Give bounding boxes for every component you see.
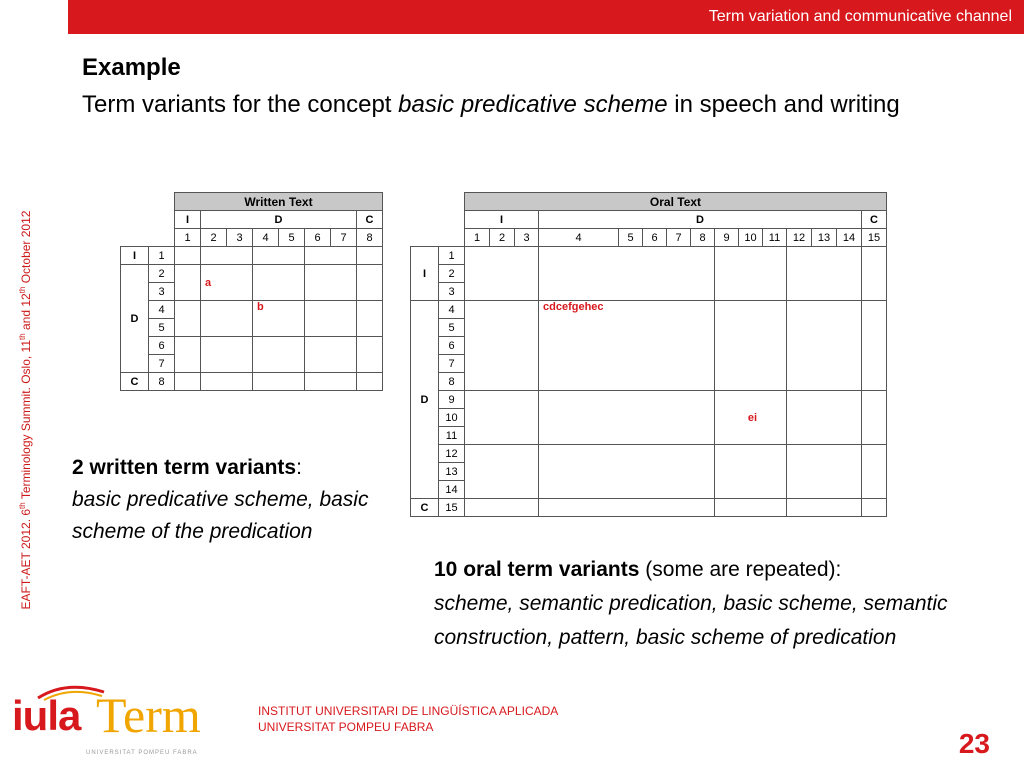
written-rowgroup-i: I bbox=[121, 247, 149, 265]
written-col: 3 bbox=[227, 229, 253, 247]
oral-rowgroup-i: I bbox=[411, 247, 439, 301]
written-group-d: D bbox=[201, 211, 357, 229]
oral-col: 9 bbox=[715, 229, 739, 247]
oral-row: 1 bbox=[439, 247, 465, 265]
oral-row: 14 bbox=[439, 481, 465, 499]
header-bar bbox=[68, 0, 1024, 34]
written-row: 3 bbox=[149, 283, 175, 301]
oral-row: 10 bbox=[439, 409, 465, 427]
oral-variants-caption: 10 oral term variants (some are repeated): scheme, semantic predication, basic scheme, semantic construction, pattern, basic scheme of predication bbox=[434, 558, 948, 649]
oral-cell-main: cdcefgehec bbox=[539, 301, 715, 391]
slide-heading: Example bbox=[82, 54, 181, 81]
written-cell-a: a bbox=[201, 265, 253, 301]
oral-row: 2 bbox=[439, 265, 465, 283]
written-rowgroup-d: D bbox=[121, 265, 149, 373]
written-table-title: Written Text bbox=[175, 193, 383, 211]
oral-group-d: D bbox=[539, 211, 862, 229]
institute-name bbox=[258, 703, 558, 735]
oral-col: 1 bbox=[465, 229, 490, 247]
written-col: 4 bbox=[253, 229, 279, 247]
oral-cell-ei: ei bbox=[715, 391, 787, 445]
written-col: 2 bbox=[201, 229, 227, 247]
oral-col: 7 bbox=[667, 229, 691, 247]
oral-rowgroup-c: C bbox=[411, 499, 439, 517]
written-rowgroup-c: C bbox=[121, 373, 149, 391]
iulaterm-logo bbox=[12, 680, 222, 765]
written-cell-b: b bbox=[253, 301, 305, 337]
oral-col: 10 bbox=[739, 229, 763, 247]
logo-iula-text: iula bbox=[12, 692, 81, 739]
oral-row: 9 bbox=[439, 391, 465, 409]
written-text-table bbox=[120, 192, 383, 391]
written-row: 8 bbox=[149, 373, 175, 391]
written-variants-caption: 2 written term variants: basic predicative scheme, basic scheme of the predication bbox=[72, 456, 369, 543]
oral-row: 6 bbox=[439, 337, 465, 355]
written-group-c: C bbox=[357, 211, 383, 229]
oral-group-c: C bbox=[862, 211, 887, 229]
written-row: 2 bbox=[149, 265, 175, 283]
oral-col: 2 bbox=[490, 229, 515, 247]
written-col: 8 bbox=[357, 229, 383, 247]
oral-group-i: I bbox=[465, 211, 539, 229]
oral-col: 12 bbox=[787, 229, 812, 247]
oral-row: 15 bbox=[439, 499, 465, 517]
oral-col: 3 bbox=[515, 229, 539, 247]
oral-row: 11 bbox=[439, 427, 465, 445]
logo-upf-text: UNIVERSITAT POMPEU FABRA bbox=[86, 750, 198, 756]
written-col: 1 bbox=[175, 229, 201, 247]
oral-row: 7 bbox=[439, 355, 465, 373]
oral-col: 4 bbox=[539, 229, 619, 247]
slide-subtitle: Term variants for the concept basic predicative scheme in speech and writing bbox=[82, 91, 900, 118]
oral-col: 6 bbox=[643, 229, 667, 247]
oral-row: 3 bbox=[439, 283, 465, 301]
oral-row: 12 bbox=[439, 445, 465, 463]
oral-col: 15 bbox=[862, 229, 887, 247]
institute-line1: INSTITUT UNIVERSITARI DE LINGÜÍSTICA APLICADA bbox=[258, 704, 559, 718]
oral-rowgroup-d: D bbox=[411, 301, 439, 499]
oral-col: 11 bbox=[763, 229, 787, 247]
written-row: 5 bbox=[149, 319, 175, 337]
written-row: 7 bbox=[149, 355, 175, 373]
written-group-i: I bbox=[175, 211, 201, 229]
written-col: 5 bbox=[279, 229, 305, 247]
oral-row: 5 bbox=[439, 319, 465, 337]
oral-row: 13 bbox=[439, 463, 465, 481]
oral-row: 8 bbox=[439, 373, 465, 391]
oral-col: 13 bbox=[812, 229, 837, 247]
oral-col: 14 bbox=[837, 229, 862, 247]
institute-line2: UNIVERSITAT POMPEU FABRA bbox=[258, 720, 434, 734]
oral-text-table bbox=[410, 192, 887, 517]
written-row: 1 bbox=[149, 247, 175, 265]
written-row: 4 bbox=[149, 301, 175, 319]
oral-col: 8 bbox=[691, 229, 715, 247]
written-col: 7 bbox=[331, 229, 357, 247]
written-col: 6 bbox=[305, 229, 331, 247]
header-title: Term variation and communicative channel bbox=[708, 8, 1012, 25]
oral-row: 4 bbox=[439, 301, 465, 319]
logo-term-text: Term bbox=[96, 687, 201, 743]
page-number: 23 bbox=[958, 728, 990, 759]
oral-col: 5 bbox=[619, 229, 643, 247]
written-row: 6 bbox=[149, 337, 175, 355]
oral-table-title: Oral Text bbox=[465, 193, 887, 211]
